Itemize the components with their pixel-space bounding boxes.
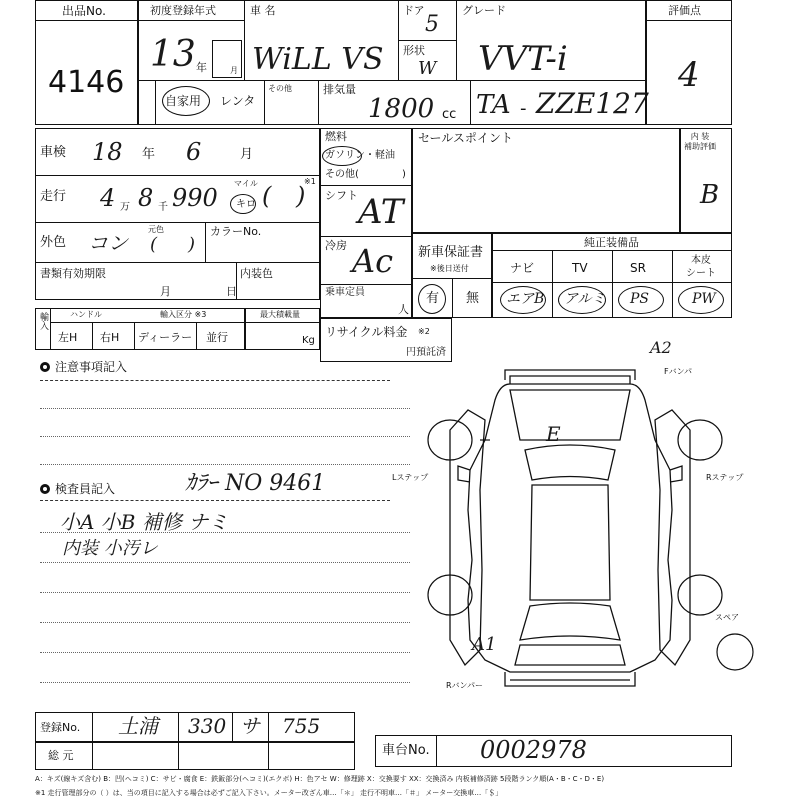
diag-spare: スペア (715, 613, 739, 622)
model-dash: - (520, 98, 527, 119)
note-mark: ※1 (304, 177, 316, 186)
fuel-other: その他( (325, 169, 359, 180)
warranty-label: 新車保証書 (418, 245, 484, 260)
use-private: 自家用 (165, 94, 202, 108)
handle-left: 左H (58, 331, 78, 344)
inspection-year-unit: 年 (142, 147, 156, 162)
reg-class: 330 (188, 714, 227, 738)
caution-label: 注意事項記入 (55, 360, 128, 374)
km-label: キロ (236, 199, 256, 210)
equip-mark-pw: PW (692, 291, 716, 307)
lot-box (35, 0, 138, 125)
color-value: コン (88, 231, 128, 255)
capacity-label: 乗車定員 (325, 287, 365, 298)
warranty-no: 無 (466, 291, 480, 306)
car-name-label: 車 名 (250, 4, 276, 17)
import-dealer: ディーラー (138, 331, 193, 344)
mileage-label: 走行 (40, 189, 67, 204)
import-parallel: 並行 (206, 331, 228, 344)
mile-label: マイル (234, 179, 258, 188)
km-circle (230, 194, 256, 214)
inspector-bullet-icon (40, 484, 50, 494)
handle-right: 右H (100, 331, 120, 344)
mileage-rest: 990 (172, 184, 218, 212)
equip-airbag-circle (500, 286, 546, 314)
color-no-label: カラーNo. (210, 225, 262, 238)
max-load-label: 最大積載量 (260, 310, 300, 319)
equip-mark-airbag: エアB (506, 291, 545, 307)
capacity-unit: 人 (398, 303, 409, 316)
door-value: 5 (425, 12, 439, 37)
reg-label: 登録No. (40, 721, 81, 734)
use-rental: レンタ (220, 94, 256, 108)
color-label: 外色 (40, 235, 67, 250)
caution-bullet-icon (40, 362, 50, 372)
diag-f-bumper: Fバンパ (664, 367, 693, 376)
mileage-man: 4 (100, 184, 116, 212)
import-type-label: 輸入区分 ※3 (160, 310, 207, 319)
interior-eval-value: B (700, 180, 720, 210)
first-reg-label: 初度登録年式 (150, 4, 216, 17)
month-unit: 月 (230, 66, 238, 75)
fuel-label: 燃料 (325, 130, 347, 143)
docs-month-unit: 月 (160, 285, 171, 298)
car-diagram (410, 340, 790, 700)
reg-area: 土浦 (118, 714, 158, 738)
inspector-label: 検査員記入 (55, 482, 116, 496)
inspector-line1: 小A 小B 補修 ナミ (60, 510, 229, 534)
aircon-value: Ac (352, 242, 394, 280)
equip-mark-alumi: アルミ (564, 291, 606, 307)
recycle-note: ※2 (418, 327, 430, 336)
diag-r-step: Rステップ (706, 473, 744, 482)
equip-col-leather: 本皮 シート (686, 255, 716, 279)
shape-value: W (418, 58, 437, 79)
diag-mark-a1: A1 (472, 634, 497, 655)
inspector-note: ｶﾗｰ NO 9461 (185, 471, 326, 496)
displacement-label: 排気量 (323, 83, 356, 96)
mileage-paren-close: ) (296, 182, 306, 210)
equip-col-navi: ナビ (510, 261, 535, 275)
first-reg-year: 13 (150, 34, 196, 75)
mileage-paren-open: ( (262, 182, 272, 210)
grade-value: VVT-i (478, 39, 568, 79)
use-private-circle (162, 86, 210, 116)
reg-kana: サ (240, 714, 260, 738)
selling-label: セールスポイント (418, 131, 513, 145)
lot-number: 4146 (48, 65, 125, 100)
diag-l-step: Lステップ (392, 473, 429, 482)
footnote-line: ※1 走行管理部分の（ ）は、当の項目に記入する場合は必ずご記入下さい。メーター改ざん車…「＊」 走行不明車…「＃」 メーター交換車…「＄」 (35, 789, 503, 797)
equip-col-tv: TV (572, 261, 588, 275)
inspection-year: 18 (92, 138, 123, 166)
docs-day-unit: 日 (226, 285, 237, 298)
equip-mark-ps: PS (630, 291, 650, 307)
inspection-month: 6 (186, 138, 202, 166)
fuel-paren-close: ) (402, 169, 406, 180)
shift-label: シフト (325, 189, 358, 202)
legend-line: A：キズ(線キズ含む) B：凹(ヘコミ) C：サビ・腐食 E：鉄鈑部分(ヘコミ)(エクボ) H：色アセ W：修理跡 X：交換要す XX：交換済み 内板補修済跡 5段階ランク順(A・B・C・D・E) (35, 775, 605, 783)
grade-label: グレード (462, 4, 506, 17)
model-code: ZZE127 (536, 87, 649, 120)
model-prefix: TA (476, 90, 511, 120)
fuel-options: ガソリン・軽油 (325, 150, 395, 161)
equip-alumi-circle (558, 286, 606, 314)
shift-value: AT (358, 192, 404, 232)
car-name: WiLL VS (252, 42, 384, 77)
interior-color-label: 内装色 (240, 267, 273, 280)
diag-r-bumper: Rバンパー (446, 681, 483, 690)
lot-label: 出品No. (62, 4, 106, 18)
total-label: 総 元 (48, 749, 74, 762)
warranty-note: ※後日送付 (430, 264, 469, 273)
displacement-value: 1800 (368, 94, 435, 124)
year-unit: 年 (196, 61, 207, 74)
docs-label: 書類有効期限 (40, 267, 106, 280)
fuel-gasoline-circle (322, 146, 362, 166)
diag-mark-e: E (546, 422, 561, 446)
man-unit: 万 (120, 202, 130, 213)
orig-color-paren-close: ) (188, 234, 196, 255)
cc-unit: cc (442, 107, 457, 122)
diag-mark-a2: A2 (650, 338, 672, 357)
use-other: その他 (268, 84, 292, 93)
shape-label: 形状 (403, 44, 425, 57)
orig-color-label: 元色 (148, 225, 164, 234)
mileage-thousand: 8 (138, 184, 154, 212)
equip-pw-circle (678, 286, 724, 314)
reg-num: 755 (282, 714, 321, 738)
equip-col-sr: SR (630, 261, 646, 275)
score-value: 4 (678, 55, 700, 95)
interior-eval-label: 内 装 補助評価 (684, 132, 716, 152)
recycle-label: リサイクル料金 (325, 325, 408, 339)
equip-label: 純正装備品 (584, 236, 639, 249)
kg-unit: Kg (302, 335, 315, 346)
score-label: 評価点 (668, 4, 701, 17)
warranty-yes: 有 (426, 291, 440, 306)
aircon-label: 冷房 (325, 239, 347, 252)
inspector-line2: 内装 小汚レ (62, 538, 158, 559)
orig-color-paren-open: ( (150, 234, 158, 255)
import-label: 輸入 (38, 312, 48, 330)
inspection-month-unit: 月 (240, 147, 254, 162)
warranty-yes-circle (418, 284, 446, 314)
handle-label: ハンドル (70, 310, 102, 319)
chassis-value: 0002978 (480, 736, 587, 764)
sen-unit: 千 (158, 202, 168, 213)
recycle-status: 円預託済 (406, 347, 446, 358)
chassis-label: 車台No. (382, 743, 430, 758)
total-block (35, 742, 355, 770)
door-label: ドア (403, 4, 425, 17)
equip-ps-circle (618, 286, 664, 314)
inspection-label: 車検 (40, 145, 67, 160)
